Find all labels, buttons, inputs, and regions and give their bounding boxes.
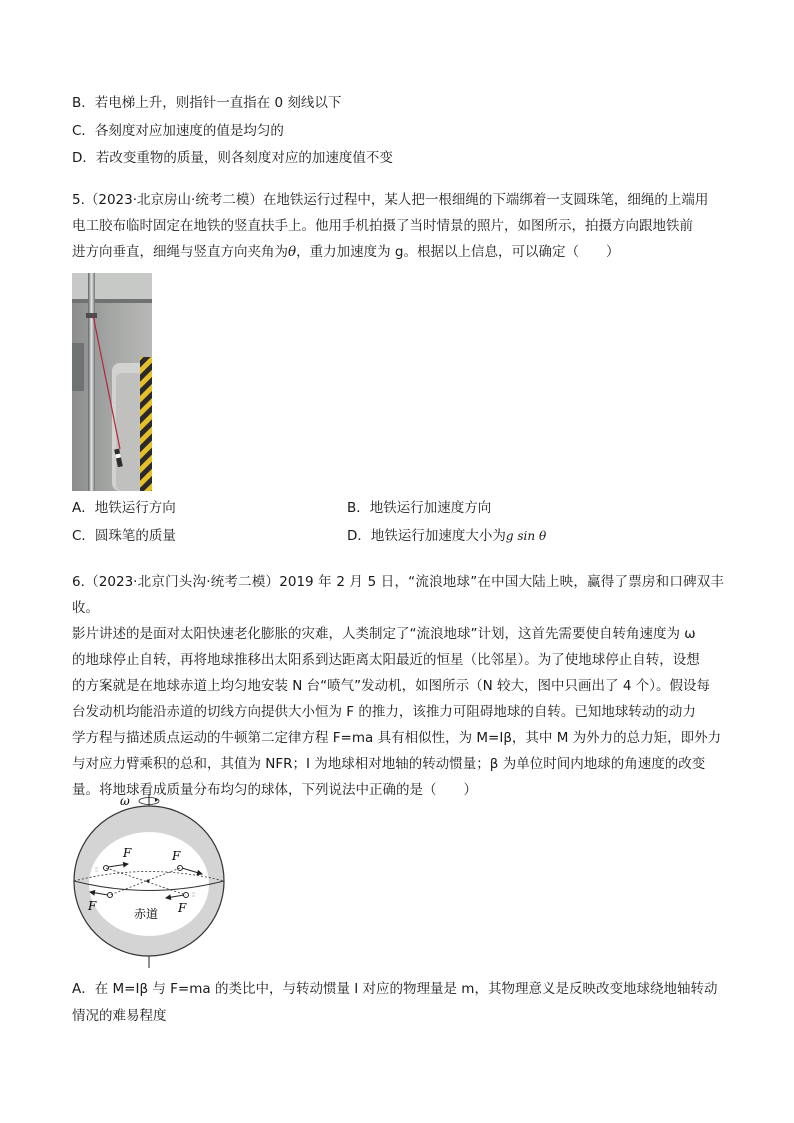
q5-stem-line-1: 5.（2023·北京房山·统考二模）在地铁运行过程中，某人把一根细绳的下端绑着一支圆珠笔，细绳的上端用 <box>72 192 709 208</box>
q6-option-a-line-1: A．在 M=Iβ 与 F=ma 的类比中，与转动惯量 I 对应的物理量是 m，其物理意义是反映改变地球绕地轴转动 <box>72 981 718 997</box>
q6-option-a-line-2: 情况的难易程度 <box>72 1008 167 1024</box>
q5-option-b: B．地铁运行加速度方向 <box>347 500 492 516</box>
q4-option-b: B．若电梯上升，则指针一直指在 0 刻线以下 <box>72 95 342 111</box>
q6-stem-line: 影片讲述的是面对太阳快速老化膨胀的灾难，人类制定了“流浪地球”计划，这首先需要使自转角速度为 ω <box>72 626 696 642</box>
omega-label: ω <box>120 794 130 808</box>
earth-engine-diagram <box>68 792 230 970</box>
theta-symbol: θ <box>288 244 297 260</box>
q5-stem-line-2: 电工胶布临时固定在地铁的竖直扶手上。他用手机拍摄了当时情景的照片，如图所示，拍摄方向跟地铁前 <box>72 218 693 234</box>
q6-stem-line: 6.（2023·北京门头沟·统考二模）2019 年 2 月 5 日，“流浪地球”在中国大陆上映，赢得了票房和口碑双丰收。 <box>72 574 724 616</box>
q5-stem-line-3: 进方向垂直，细绳与竖直方向夹角为θ，重力加速度为 g。根据以上信息，可以确定（ ） <box>72 244 620 260</box>
q6-stem-line: 学方程与描述质点运动的牛顿第二定律方程 F=ma 具有相似性，为 M=Iβ，其中 M 为外力的总力矩，即外力 <box>72 730 722 746</box>
q4-option-c: C．各刻度对应加速度的值是均匀的 <box>72 123 284 139</box>
q5-stem <box>72 187 724 265</box>
q5-option-a: A．地铁运行方向 <box>72 500 176 516</box>
q5-option-d: D．地铁运行加速度大小为g sin θ <box>347 528 547 544</box>
q6-stem-line: 的方案就是在地球赤道上均匀地安装 N 台“喷气”发动机，如图所示（N 较大，图中只画出了 4 个）。假设每 <box>72 678 710 694</box>
equator-label: 赤道 <box>134 907 159 921</box>
q6-stem-line: 量。将地球看成质量分布均匀的球体，下列说法中正确的是（ ） <box>72 782 477 798</box>
q6-stem-line: 台发动机均能沿赤道的切线方向提供大小恒为 F 的推力，该推力可阻碍地球的自转。已知地球转动的动力 <box>72 704 696 720</box>
force-label: F <box>123 846 132 860</box>
q6-stem-line: 的地球停止自转，再将地球推移出太阳系到达距离太阳最近的恒星（比邻星）。为了使地球停止自转，设想 <box>72 652 700 668</box>
q6-stem <box>72 569 724 803</box>
subway-handrail-photo <box>72 273 152 491</box>
force-label: F <box>178 901 187 915</box>
q4-option-d: D．若改变重物的质量，则各刻度对应的加速度值不变 <box>72 150 393 166</box>
force-label: F <box>172 849 181 863</box>
force-label: F <box>88 899 97 913</box>
q6-stem-line: 与对应力臂乘积的总和，其值为 NFR；I 为地球相对地轴的转动惯量；β 为单位时间内地球的角速度的改变 <box>72 756 706 772</box>
q5-option-d-formula: g sin θ <box>505 529 547 543</box>
q5-option-c: C．圆珠笔的质量 <box>72 528 176 544</box>
